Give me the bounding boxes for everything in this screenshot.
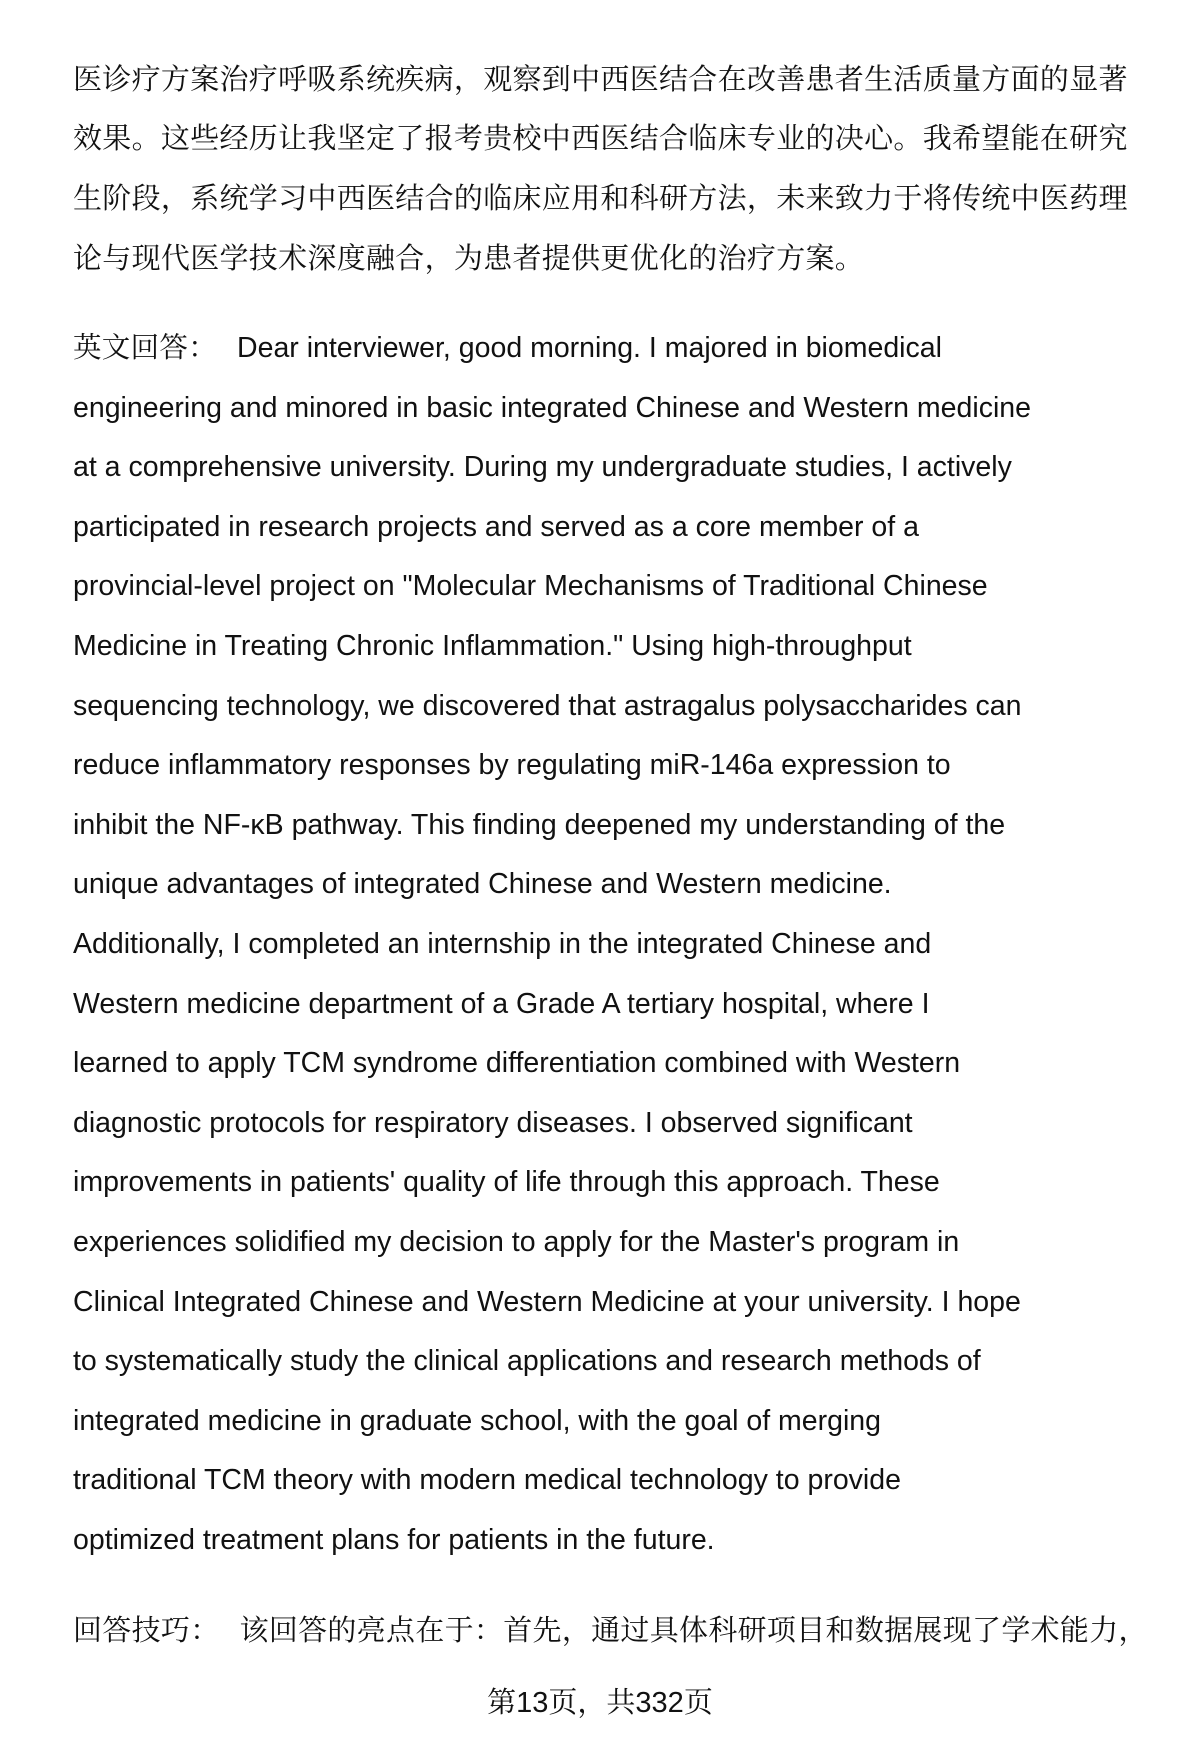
text-line [73, 1105, 913, 1141]
english-answer-text: at a comprehensive university. During my undergraduate studies, I actively [73, 451, 1012, 484]
english-answer-text: traditional TCM theory with modern medical technology to provide [73, 1464, 901, 1497]
english-answer-text: diagnostic protocols for respiratory diseases. I observed significant [73, 1106, 913, 1139]
text-line [73, 1403, 881, 1439]
text-line [73, 747, 951, 783]
english-answer-text: improvements in patients' quality of life through this approach. These [73, 1166, 940, 1199]
english-answer-text: engineering and minored in basic integrated Chinese and Western medicine [73, 391, 1031, 424]
text-line [73, 449, 1012, 485]
text-line [73, 688, 1021, 724]
english-answer-text: Dear interviewer, good morning. I majored in biomedical [237, 332, 942, 364]
text-line [73, 568, 988, 604]
english-answer-text: integrated medicine in graduate school, with the goal of merging [73, 1404, 881, 1437]
text-line [73, 866, 892, 902]
text-line [73, 1343, 981, 1379]
text-line [73, 986, 930, 1022]
text-line [73, 330, 942, 366]
english-answer-text: Clinical Integrated Chinese and Western Medicine at your university. I hope [73, 1285, 1021, 1318]
english-answer-text: to systematically study the clinical applications and research methods of [73, 1345, 981, 1378]
english-answer-text: experiences solidified my decision to apply for the Master's program in [73, 1226, 960, 1258]
english-answer-text: learned to apply TCM syndrome differentiation combined with Western [73, 1047, 961, 1080]
text-line: 论与现代医学技术深度融合，为患者提供更优化的治疗方案。 [73, 243, 865, 275]
answer-tips-text: 该回答的亮点在于：首先，通过具体科研项目和数据展现了学术能力， [239, 1615, 1148, 1647]
english-answer-text: participated in research projects and served as a core member of a [73, 510, 919, 543]
text-line [73, 1224, 959, 1260]
english-answer-text: Western medicine department of a Grade A tertiary hospital, where I [73, 987, 930, 1020]
english-answer-text: optimized treatment plans for patients in the future. [73, 1524, 715, 1556]
text-line [73, 1045, 960, 1081]
text-line [73, 926, 931, 962]
text-line [73, 1522, 715, 1558]
page-indicator: 第13页，共332页 [487, 1687, 713, 1719]
english-answer-text: provincial-level project on "Molecular Mechanisms of Traditional Chinese [73, 570, 988, 603]
answer-tips-label: 回答技巧： [73, 1615, 220, 1647]
text-line [73, 509, 919, 545]
english-answer-text: inhibit the NF-κB pathway. This finding deepened my understanding of the [73, 808, 1006, 841]
text-line [73, 1284, 1021, 1320]
text-line [73, 628, 912, 664]
english-answer-text: unique advantages of integrated Chinese and Western medicine. [73, 868, 892, 901]
text-line: 生阶段，系统学习中西医结合的临床应用和科研方法，未来致力于将传统中医药理 [73, 183, 1128, 215]
english-answer-text: Medicine in Treating Chronic Inflammation." Using high-throughput [73, 630, 912, 662]
answer-tips [73, 1613, 1148, 1649]
text-line: 医诊疗方案治疗呼吸系统疾病，观察到中西医结合在改善患者生活质量方面的显著 [73, 64, 1128, 96]
english-answer-text: reduce inflammatory responses by regulating miR-146a expression to [73, 749, 951, 782]
text-line [73, 1164, 940, 1200]
english-answer-label: 英文回答： [73, 332, 218, 364]
text-line [73, 1462, 901, 1498]
text-line: 效果。这些经历让我坚定了报考贵校中西医结合临床专业的决心。我希望能在研究 [73, 123, 1128, 155]
text-line [73, 390, 1031, 426]
english-answer-text: Additionally, I completed an internship in the integrated Chinese and [73, 928, 932, 960]
english-answer-text: sequencing technology, we discovered that astragalus polysaccharides can [73, 689, 1022, 722]
text-line [73, 807, 1005, 843]
